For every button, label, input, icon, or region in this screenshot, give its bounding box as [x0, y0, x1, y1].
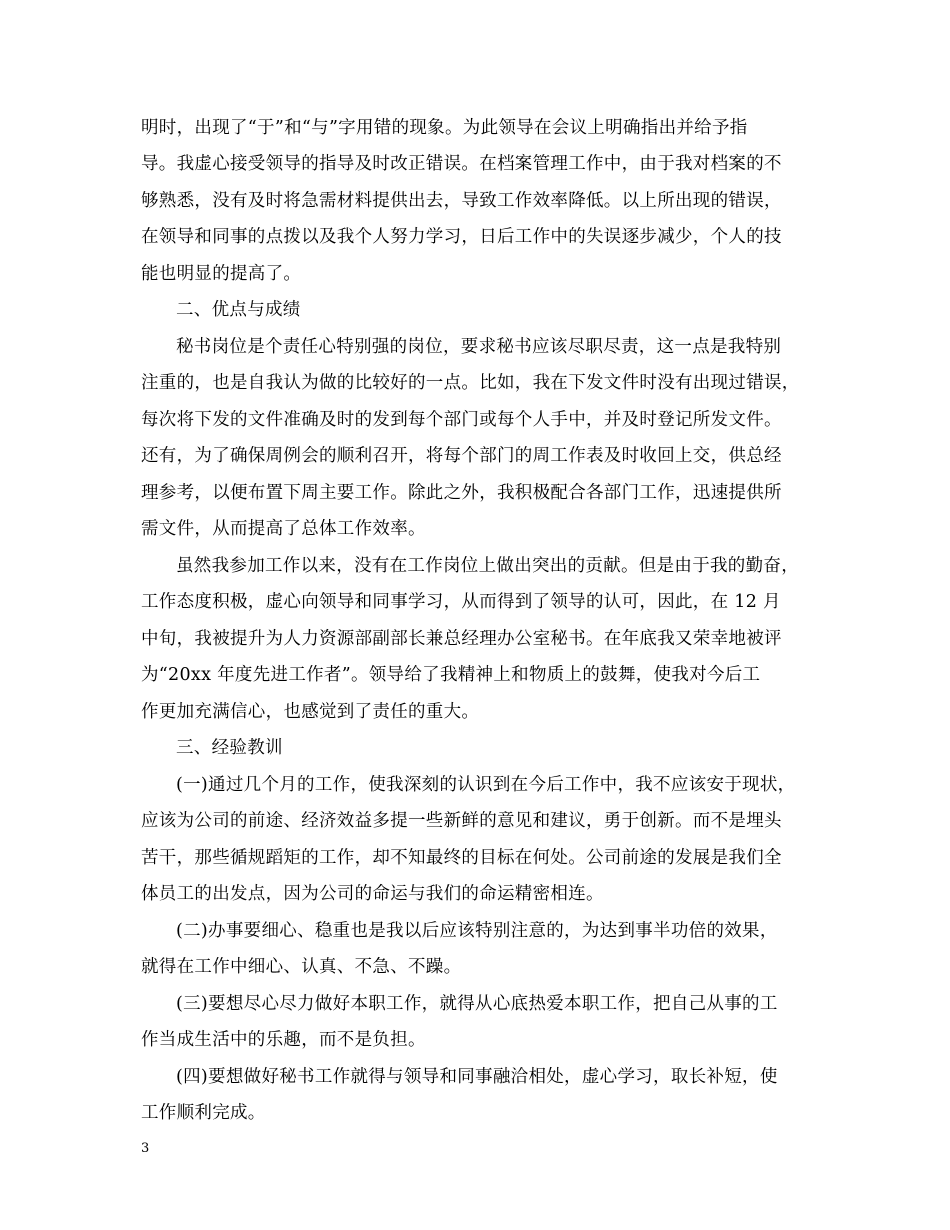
page-number: 3 — [141, 1141, 150, 1156]
section-heading: 三、经验教训 — [176, 738, 283, 758]
text-line: 虽然我参加工作以来，没有在工作岗位上做出突出的贡献。但是由于我的勤奋， — [176, 556, 799, 576]
text-line: 工作顺利完成。 — [141, 1103, 266, 1123]
text-line: 在领导和同事的点拨以及我个人努力学习，日后工作中的失误逐步减少，个人的技 — [141, 227, 782, 247]
text-line: 注重的，也是自我认为做的比较好的一点。比如，我在下发文件时没有出现过错误， — [141, 373, 800, 393]
text-line: (二)办事要细心、稳重也是我以后应该特别注意的，为达到事半功倍的效果， — [176, 921, 778, 941]
text-line: 每次将下发的文件准确及时的发到每个部门或每个人手中，并及时登记所发文件。 — [141, 410, 782, 430]
text-line: 中旬，我被提升为人力资源部副部长兼总经理办公室秘书。在年底我又荣幸地被评 — [141, 629, 782, 649]
section-heading: 二、优点与成绩 — [176, 300, 301, 320]
text-line: 够熟悉，没有及时将急需材料提供出去，导致工作效率降低。以上所出现的错误， — [141, 191, 782, 211]
text-line: 导。我虚心接受领导的指导及时改正错误。在档案管理工作中，由于我对档案的不 — [141, 154, 782, 174]
text-line: 还有，为了确保周例会的顺利召开，将每个部门的周工作表及时收回上交，供总经 — [141, 446, 782, 466]
text-line: (四)要想做好秘书工作就得与领导和同事融洽相处，虚心学习，取长补短，使 — [176, 1067, 778, 1087]
text-line: 就得在工作中细心、认真、不急、不躁。 — [141, 957, 462, 977]
text-line: (一)通过几个月的工作，使我深刻的认识到在今后工作中，我不应该安于现状， — [176, 775, 796, 795]
text-line: 为“20xx 年度先进工作者”。领导给了我精神上和物质上的鼓舞，使我对今后工 — [141, 665, 761, 685]
text-line: 秘书岗位是个责任心特别强的岗位，要求秘书应该尽职尽责，这一点是我特别 — [176, 337, 782, 357]
text-line: 体员工的出发点，因为公司的命运与我们的命运精密相连。 — [141, 884, 604, 904]
text-line: 需文件，从而提高了总体工作效率。 — [141, 519, 426, 539]
text-line: 苦干，那些循规蹈矩的工作，却不知最终的目标在何处。公司前途的发展是我们全 — [141, 848, 782, 868]
text-line: (三)要想尽心尽力做好本职工作，就得从心底热爱本职工作，把自己从事的工 — [176, 994, 778, 1014]
text-line: 能也明显的提高了。 — [141, 264, 302, 284]
text-line: 工作态度积极，虚心向领导和同事学习，从而得到了领导的认可，因此，在 12 月 — [141, 592, 781, 612]
text-line: 理参考，以便布置下周主要工作。除此之外，我积极配合各部门工作，迅速提供所 — [141, 483, 782, 503]
text-line: 作当成生活中的乐趣，而不是负担。 — [141, 1030, 426, 1050]
text-line: 作更加充满信心，也感觉到了责任的重大。 — [141, 702, 480, 722]
text-line: 明时，出现了“于”和“与”字用错的现象。为此领导在会议上明确指出并给予指 — [141, 118, 748, 138]
text-line: 应该为公司的前途、经济效益多提一些新鲜的意见和建议，勇于创新。而不是埋头 — [141, 811, 782, 831]
